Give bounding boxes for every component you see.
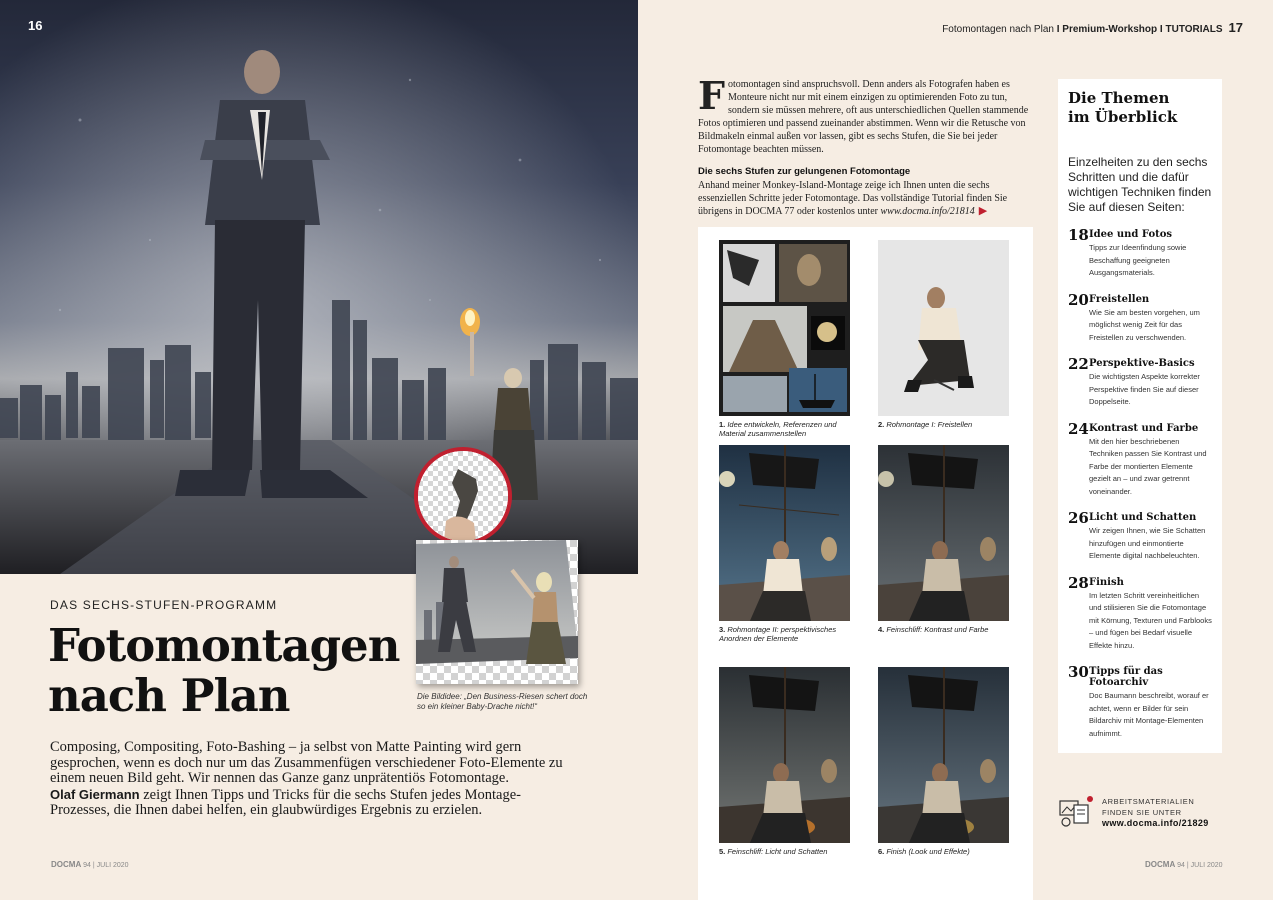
step-6-image bbox=[878, 667, 1009, 843]
page-number-left: 16 bbox=[28, 18, 43, 33]
topic-heading: Licht und Schatten bbox=[1089, 512, 1197, 523]
ship-scene-light-illustration bbox=[719, 667, 850, 843]
header-section: Fotomontagen nach Plan bbox=[942, 24, 1054, 35]
topic-text: Wie Sie am besten vorgehen, um möglichst wenig Zeit für das Freistellen zu verschwenden. bbox=[1089, 307, 1200, 342]
title-line-2: nach Plan bbox=[48, 669, 290, 722]
topic-text: Doc Baumann beschreibt, worauf er achtet, wenn er Bilder für sein Bildarchiv mit Montage-Elementen aufnimmt. bbox=[1089, 691, 1209, 738]
step-4-num: 4. bbox=[878, 625, 885, 634]
footer-issue-right: 94 | JULI 2020 bbox=[1175, 862, 1223, 869]
intro-text: Composing, Compositing, Foto-Bashing – ja selbst von Matte Painting wird gern gesprochen, wenn es doch nur um das Zusammenfügen verschiedener Foto-Elemente zu einem neuen Bild geht. Wir nennen das Ganze ganz unprätentiös Fotomontage. bbox=[50, 739, 563, 786]
inset-illustration bbox=[416, 540, 578, 684]
step-5-caption bbox=[719, 847, 850, 856]
topic-page-number: 18 bbox=[1068, 226, 1089, 244]
topic-heading: Kontrast und Farbe bbox=[1089, 422, 1199, 434]
page-title bbox=[48, 621, 418, 721]
ship-scene-contrast-illustration bbox=[878, 445, 1009, 621]
topic-heading: Tipps für das Fotoarchiv bbox=[1089, 666, 1163, 688]
topic-item bbox=[1068, 510, 1212, 563]
magnifier-circle bbox=[414, 447, 512, 545]
step-2-image bbox=[878, 240, 1009, 416]
step-5-image bbox=[719, 667, 850, 843]
moodboard-illustration bbox=[719, 240, 850, 416]
lead-text: otomontagen sind anspruchsvoll. Denn anders als Fotografen haben es Monteure nicht nur mit einem einzigen zu optimierenden Foto zu tun, sondern sie müssen mehrere, oft aus unterschiedlichen Quellen stammende Fotos optimieren und passend zueinander abstimmen. Wenn wir die Retusche von Bildmakeln einmal außen vor lassen, gibt es sechs Stufen, die Sie bei jeder Fotomontage beachten müssen. bbox=[698, 79, 1029, 155]
topics-title-line-2: im Überblick bbox=[1068, 108, 1178, 126]
right-page bbox=[638, 0, 1273, 900]
step-6-text: Finish (Look und Effekte) bbox=[884, 847, 970, 856]
topic-text: Mit den hier beschriebenen Techniken passen Sie Kontrast und Farbe der montierten Elemente gezielt an – und zwar getrennt voneinander. bbox=[1089, 436, 1207, 496]
header-tutorials: TUTORIALS bbox=[1165, 24, 1223, 35]
footer-right bbox=[1145, 860, 1223, 869]
topic-heading: Freistellen bbox=[1089, 293, 1150, 305]
step-1 bbox=[719, 240, 850, 438]
step-6-num: 6. bbox=[878, 847, 885, 856]
intro-paragraph bbox=[50, 740, 580, 819]
topic-page-number: 26 bbox=[1068, 509, 1089, 527]
footer-left bbox=[51, 860, 129, 869]
step-2-text: Rohmontage I: Freistellen bbox=[884, 420, 973, 429]
hero-image bbox=[0, 0, 638, 574]
step-3-text: Rohmontage II: perspektivisches Anordnen der Elemente bbox=[719, 625, 837, 643]
arrow-right-icon: ▶ bbox=[978, 205, 988, 217]
step-3-image bbox=[719, 445, 850, 621]
step-4-image bbox=[878, 445, 1009, 621]
footer-brand-right: DOCMA bbox=[1145, 860, 1176, 869]
tutorial-link[interactable]: www.docma.info/21814 bbox=[880, 206, 975, 217]
step-2-caption bbox=[878, 420, 1009, 429]
step-2-num: 2. bbox=[878, 420, 885, 429]
sub-paragraph bbox=[698, 179, 1038, 218]
topic-item bbox=[1068, 356, 1212, 409]
step-4 bbox=[878, 445, 1009, 634]
step-5-num: 5. bbox=[719, 847, 726, 856]
step-3-num: 3. bbox=[719, 625, 726, 634]
topic-item bbox=[1068, 664, 1212, 740]
header-workshop: Premium-Workshop bbox=[1062, 24, 1158, 35]
topics-title-line-1: Die Themen bbox=[1068, 89, 1170, 107]
subheading: Die sechs Stufen zur gelungenen Fotomontage bbox=[698, 166, 911, 177]
inset-caption: Die Bildidee: „Den Business-Riesen schert doch so ein kleiner Baby-Drache nicht!“ bbox=[417, 692, 588, 711]
running-header bbox=[942, 20, 1243, 35]
topic-heading: Idee und Fotos bbox=[1089, 229, 1173, 240]
cutout-figure-illustration bbox=[878, 240, 1009, 416]
step-3-caption bbox=[719, 625, 850, 643]
topic-heading: Finish bbox=[1089, 576, 1124, 588]
topics-sidebar bbox=[1058, 79, 1222, 753]
topic-item bbox=[1068, 292, 1212, 345]
footer-brand-left: DOCMA bbox=[51, 860, 82, 869]
title-line-1: Fotomontagen bbox=[48, 619, 400, 672]
ship-scene-illustration bbox=[719, 445, 850, 621]
topic-text: Wir zeigen Ihnen, wie Sie Schatten hinzufügen und einmontierte Elemente digital nachbeleuchten. bbox=[1089, 526, 1206, 560]
step-5 bbox=[719, 667, 850, 856]
step-6 bbox=[878, 667, 1009, 856]
step-3 bbox=[719, 445, 850, 643]
step-1-image bbox=[719, 240, 850, 416]
checkerboard-dragon-icon bbox=[418, 451, 508, 541]
topic-item bbox=[1068, 575, 1212, 653]
materials-line-1: ARBEITSMATERIALIEN bbox=[1102, 797, 1195, 806]
step-5-text: Feinschliff: Licht und Schatten bbox=[725, 847, 828, 856]
topic-page-number: 24 bbox=[1068, 419, 1089, 438]
materials-text bbox=[1102, 796, 1209, 829]
header-sep-1: I bbox=[1053, 24, 1063, 35]
download-materials-icon bbox=[1058, 795, 1096, 829]
page-number-right: 17 bbox=[1228, 20, 1243, 35]
topic-heading: Perspektive-Basics bbox=[1089, 358, 1195, 369]
header-sep-2: I bbox=[1157, 24, 1166, 35]
lead-paragraph bbox=[698, 73, 1038, 156]
footer-issue-left: 94 | JULI 2020 bbox=[81, 862, 129, 869]
step-1-text: Idee entwickeln, Referenzen und Material zusammenstellen bbox=[719, 420, 837, 438]
topic-text: Die wichtigsten Aspekte korrekter Perspektive finden Sie auf dieser Doppelseite. bbox=[1089, 372, 1200, 406]
materials-line-2: FINDEN SIE UNTER bbox=[1102, 808, 1182, 817]
step-6-caption bbox=[878, 847, 1009, 856]
materials-link[interactable]: www.docma.info/21829 bbox=[1102, 818, 1209, 828]
topics-title bbox=[1068, 89, 1212, 127]
ship-scene-final-illustration bbox=[878, 667, 1009, 843]
topic-page-number: 22 bbox=[1068, 355, 1089, 373]
intro-author: Olaf Giermann bbox=[50, 786, 140, 802]
topic-item bbox=[1068, 421, 1212, 499]
step-4-caption bbox=[878, 625, 1009, 634]
materials-box bbox=[1058, 793, 1228, 833]
step-2 bbox=[878, 240, 1009, 429]
topic-page-number: 20 bbox=[1068, 290, 1089, 309]
kicker: DAS SECHS-STUFEN-PROGRAMM bbox=[50, 598, 278, 612]
sub-text: Anhand meiner Monkey-Island-Montage zeige ich Ihnen unten die sechs essenziellen Schritte jeder Fotomontage. Das vollständige Tutorial finden Sie übrigens in DOCMA 77 oder kostenlos unter bbox=[698, 180, 1008, 217]
inset-photo bbox=[416, 540, 578, 684]
topics-intro: Einzelheiten zu den sechs Schritten und die dafür wichtigen Techniken finden Sie auf diesen Seiten: bbox=[1068, 155, 1212, 214]
hero-illustration bbox=[0, 0, 638, 574]
drop-cap: F bbox=[698, 73, 725, 118]
topic-text: Im letzten Schritt vereinheitlichen und stilisieren Sie die Fotomontage mit Körnung, Texturen und Farblooks – und fügen bei Bedarf visuelle Effekte hinzu. bbox=[1089, 590, 1212, 650]
topic-page-number: 28 bbox=[1068, 573, 1089, 592]
topic-item bbox=[1068, 227, 1212, 280]
intro-rest: zeigt Ihnen Tipps und Tricks für die sechs Stufen jedes Montage-Prozesses, die Ihnen dabei helfen, ein glaubwürdiges Ergebnis zu erzielen. bbox=[50, 786, 521, 818]
topic-text: Tipps zur Ideenfindung sowie Beschaffung geeigneten Ausgangsmaterials. bbox=[1089, 243, 1187, 277]
step-1-caption bbox=[719, 420, 850, 438]
step-4-text: Feinschliff: Kontrast und Farbe bbox=[884, 625, 989, 634]
step-1-num: 1. bbox=[719, 420, 726, 429]
topic-page-number: 30 bbox=[1068, 663, 1089, 681]
steps-panel bbox=[698, 227, 1033, 900]
